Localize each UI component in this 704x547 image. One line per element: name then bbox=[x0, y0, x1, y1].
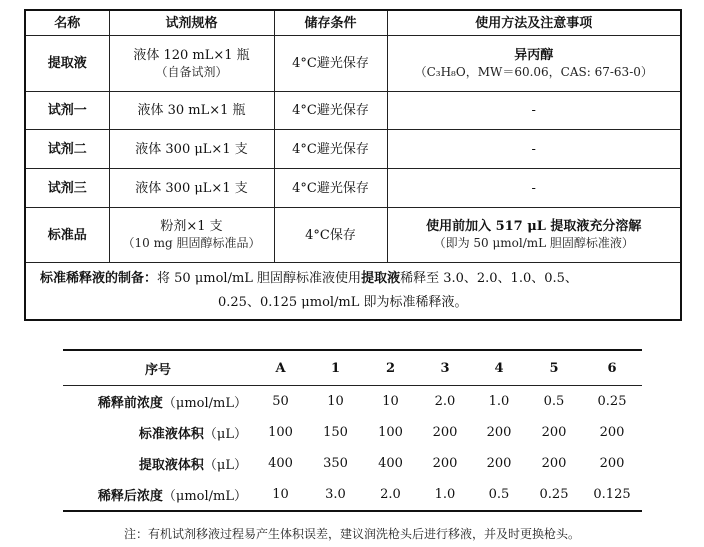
cell-value: 10 bbox=[272, 487, 289, 502]
table-row bbox=[25, 92, 681, 130]
table-row bbox=[63, 417, 642, 448]
cell-value: 1.0 bbox=[434, 487, 456, 502]
prep-label: 标准稀释液的制备： bbox=[40, 271, 158, 286]
row-label-text: 提取液体积 bbox=[138, 458, 204, 473]
row-label-text: 稀释后浓度 bbox=[97, 489, 163, 504]
spec-line1: 粉剂×1 支 bbox=[160, 219, 223, 234]
usage-line2: （即为 50 μmol/mL 胆固醇标准液） bbox=[433, 236, 634, 250]
reagent-spec: 液体 30 mL×1 瓶 bbox=[109, 92, 274, 130]
row-label-unit: （μmol/mL） bbox=[162, 396, 247, 411]
cell-value: 200 bbox=[599, 425, 625, 440]
cell-value: 200 bbox=[541, 456, 567, 471]
cell-value: 50 bbox=[272, 394, 289, 409]
row-label-unit: （μL） bbox=[203, 458, 247, 473]
cell-value: 0.25 bbox=[597, 394, 627, 409]
prep-text-a: 将 50 μmol/mL 胆固醇标准液使用 bbox=[157, 271, 362, 286]
spec-line1: 液体 120 mL×1 瓶 bbox=[133, 47, 250, 63]
reagent-storage: 4°C避光保存 bbox=[274, 36, 387, 92]
cell-value: 0.25 bbox=[539, 487, 569, 502]
reagent-usage: - bbox=[387, 130, 681, 169]
cell-value: 200 bbox=[486, 425, 512, 440]
cell-value: 10 bbox=[327, 394, 344, 409]
row-label-unit: （μmol/mL） bbox=[162, 489, 247, 504]
reagent-name: 试剂三 bbox=[25, 169, 109, 208]
reagent-usage bbox=[387, 208, 681, 263]
column-header: 2 bbox=[363, 350, 418, 386]
cell-value: 200 bbox=[432, 425, 458, 440]
table-row bbox=[63, 479, 642, 511]
usage-line2: （C₃H₈O，MW＝60.06，CAS: 67-63-0） bbox=[414, 64, 653, 79]
column-header: 3 bbox=[418, 350, 472, 386]
table-row bbox=[25, 169, 681, 208]
cell-value: 100 bbox=[268, 425, 293, 440]
reagent-name: 提取液 bbox=[25, 36, 109, 92]
footnote: 注：有机试剂移液过程易产生体积误差，建议润洗枪头后进行移液，并及时更换枪头。 bbox=[123, 527, 580, 541]
header-label: 序号 bbox=[63, 350, 253, 386]
row-label bbox=[63, 417, 253, 448]
reagent-storage: 4°C避光保存 bbox=[274, 130, 387, 169]
cell-value: 150 bbox=[323, 425, 348, 440]
cell-value: 100 bbox=[378, 425, 403, 440]
row-label-text: 稀释前浓度 bbox=[97, 396, 163, 411]
cell-value: 0.5 bbox=[543, 394, 565, 409]
cell-value: 200 bbox=[486, 456, 512, 471]
usage-line1: 使用前加入 517 μL 提取液充分溶解 bbox=[426, 219, 642, 234]
standard-dilution-prep bbox=[25, 263, 681, 321]
prep-line2: 0.25、0.125 μmol/mL 即为标准稀释液。 bbox=[218, 295, 468, 310]
spec-line2: （自备试剂） bbox=[155, 64, 228, 79]
reagent-table bbox=[24, 9, 682, 321]
header-usage: 使用方法及注意事项 bbox=[387, 10, 681, 36]
column-header: 6 bbox=[582, 350, 642, 386]
dilution-table bbox=[63, 349, 642, 512]
cell-value: 400 bbox=[378, 456, 403, 471]
table-row bbox=[63, 448, 642, 479]
cell-value: 10 bbox=[382, 394, 399, 409]
row-label-unit: （μL） bbox=[203, 427, 247, 442]
reagent-spec: 液体 300 μL×1 支 bbox=[109, 169, 274, 208]
row-label bbox=[63, 386, 253, 418]
reagent-spec bbox=[109, 36, 274, 92]
reagent-name: 试剂二 bbox=[25, 130, 109, 169]
table-row bbox=[63, 386, 642, 418]
dilution-table-header bbox=[63, 350, 642, 386]
row-label bbox=[63, 448, 253, 479]
reagent-usage: - bbox=[387, 169, 681, 208]
prep-bold-word: 提取液 bbox=[361, 271, 401, 286]
cell-value: 2.0 bbox=[434, 394, 456, 409]
reagent-name: 标准品 bbox=[25, 208, 109, 263]
row-label bbox=[63, 479, 253, 511]
reagent-storage: 4°C避光保存 bbox=[274, 169, 387, 208]
cell-value: 3.0 bbox=[325, 487, 346, 502]
usage-line1: 异丙醇 bbox=[514, 47, 554, 63]
cell-value: 350 bbox=[323, 456, 348, 471]
column-header: A bbox=[253, 350, 308, 386]
spec-line2: （10 mg 胆固醇标准品） bbox=[122, 236, 261, 250]
cell-value: 2.0 bbox=[380, 487, 401, 502]
reagent-table-header bbox=[25, 10, 681, 36]
header-storage: 储存条件 bbox=[274, 10, 387, 36]
column-header: 4 bbox=[472, 350, 526, 386]
cell-value: 400 bbox=[268, 456, 293, 471]
reagent-usage: - bbox=[387, 92, 681, 130]
reagent-name: 试剂一 bbox=[25, 92, 109, 130]
row-label-text: 标准液体积 bbox=[138, 427, 204, 442]
table-row bbox=[25, 130, 681, 169]
table-row bbox=[25, 208, 681, 263]
column-header: 5 bbox=[526, 350, 582, 386]
reagent-storage: 4°C保存 bbox=[274, 208, 387, 263]
header-name: 名称 bbox=[25, 10, 109, 36]
column-header: 1 bbox=[308, 350, 363, 386]
reagent-spec: 液体 300 μL×1 支 bbox=[109, 130, 274, 169]
cell-value: 0.5 bbox=[488, 487, 510, 502]
cell-value: 200 bbox=[432, 456, 458, 471]
header-spec: 试剂规格 bbox=[109, 10, 274, 36]
cell-value: 1.0 bbox=[488, 394, 510, 409]
reagent-spec bbox=[109, 208, 274, 263]
cell-value: 200 bbox=[599, 456, 625, 471]
reagent-storage: 4°C避光保存 bbox=[274, 92, 387, 130]
cell-value: 200 bbox=[541, 425, 567, 440]
prep-line1 bbox=[40, 267, 670, 291]
table-row bbox=[25, 36, 681, 92]
cell-value: 0.125 bbox=[593, 487, 631, 502]
prep-text-b: 稀释至 3.0、2.0、1.0、0.5、 bbox=[400, 271, 578, 286]
reagent-usage bbox=[387, 36, 681, 92]
prep-row bbox=[25, 263, 681, 321]
